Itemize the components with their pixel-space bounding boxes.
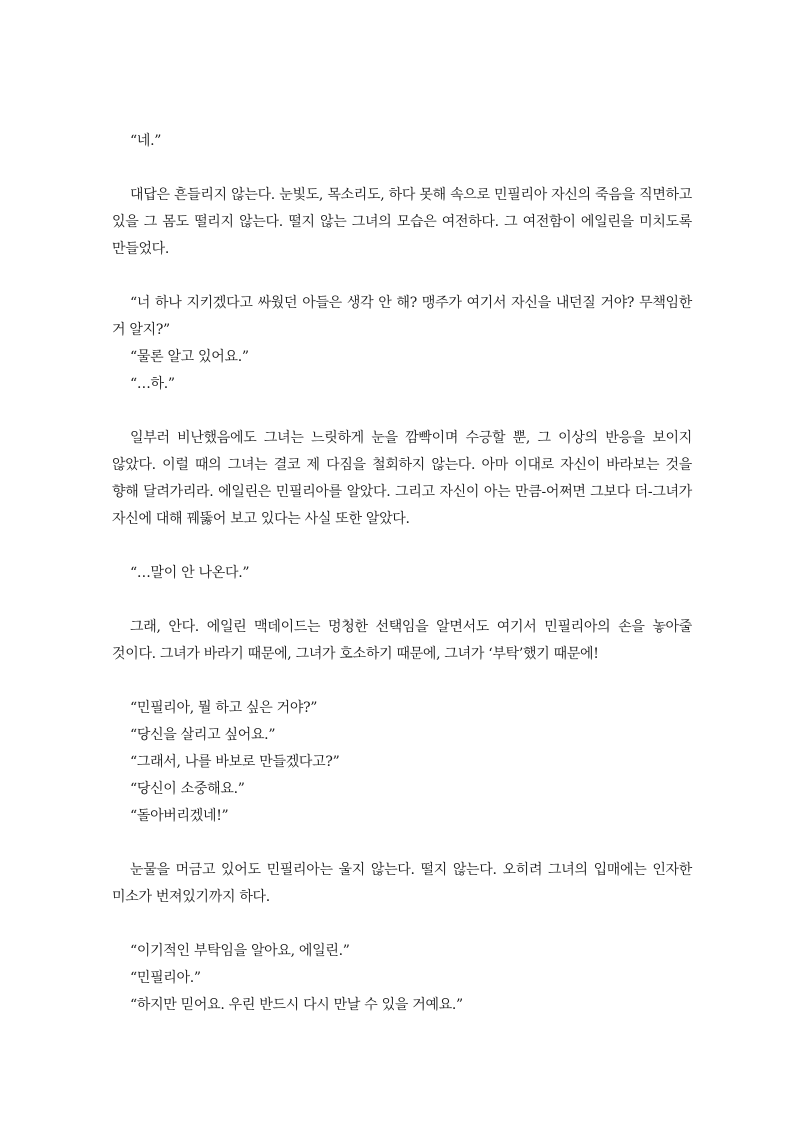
dialogue-paragraph: “너 하나 지키겠다고 싸웠던 아들은 생각 안 해? 맹주가 여기서 자신을 내던질 거야? 무책임한 거 알지?” [112,295,692,338]
dialogue-line: “네.” [130,133,162,149]
dialogue-line: “돌아버리겠네!” [130,808,229,824]
dialogue-line: “이기적인 부탁임을 알아요, 에일린.” [130,943,350,959]
paragraph-gap [112,155,692,182]
narration-paragraph: 그래, 안다. 에일린 맥데이드는 멍청한 선택임을 알면서도 여기서 민필리아의 손을 놓아줄 것이다. 그녀가 바라기 때문에, 그녀가 호소하기 때문에, 그녀가 ‘부탁’했기 때문에! [112,619,692,662]
narration-paragraph: 눈물을 머금고 있어도 민필리아는 울지 않는다. 떨지 않는다. 오히려 그녀의 입매에는 인자한 미소가 번져있기까지 하다. [112,862,692,905]
narration-paragraph: 대답은 흔들리지 않는다. 눈빛도, 목소리도, 하다 못해 속으로 민필리아 자신의 죽음을 직면하고 있을 그 몸도 떨리지 않는다. 떨지 않는 그녀의 모습은 여전하다. 그 여전함이 에일린을 미치도록 만들었다. [112,187,692,257]
paragraph-gap [112,398,692,425]
dialogue-line: “물론 알고 있어요.” [130,349,249,365]
dialogue-line: “그래서, 나를 바보로 만들겠다고?” [130,754,340,770]
document-page [112,128,692,1019]
narration-paragraph: 일부러 비난했음에도 그녀는 느릿하게 눈을 깜빡이며 수긍할 뿐, 그 이상의 반응을 보이지 않았다. 이럴 때의 그녀는 결코 제 다짐을 철회하지 않는다. 아마 이대로 자신이 바라보는 것을 향해 달려가리라. 에일린은 민필리아를 알았다. 그리고 자신이 아는 만큼-어쩌면 그보다 더-그녀가 자신에 대해 꿰뚫어 보고 있다는 사실 또한 알았다. [112,430,692,527]
dialogue-line: “하지만 믿어요. 우린 반드시 다시 만날 수 있을 거예요.” [130,997,463,1013]
dialogue-line: “민필리아, 뭘 하고 싶은 거야?” [130,700,318,716]
paragraph-gap [112,911,692,938]
dialogue-line: “당신이 소중해요.” [130,781,245,797]
paragraph-gap [112,668,692,695]
paragraph-gap [112,263,692,290]
dialogue-line: “민필리아.” [130,970,201,986]
paragraph-gap [112,830,692,857]
dialogue-line: “…말이 안 나온다.” [130,565,250,581]
dialogue-line: “당신을 살리고 싶어요.” [130,727,276,743]
dialogue-line: “…하.” [130,376,175,392]
paragraph-gap [112,587,692,614]
paragraph-gap [112,533,692,560]
